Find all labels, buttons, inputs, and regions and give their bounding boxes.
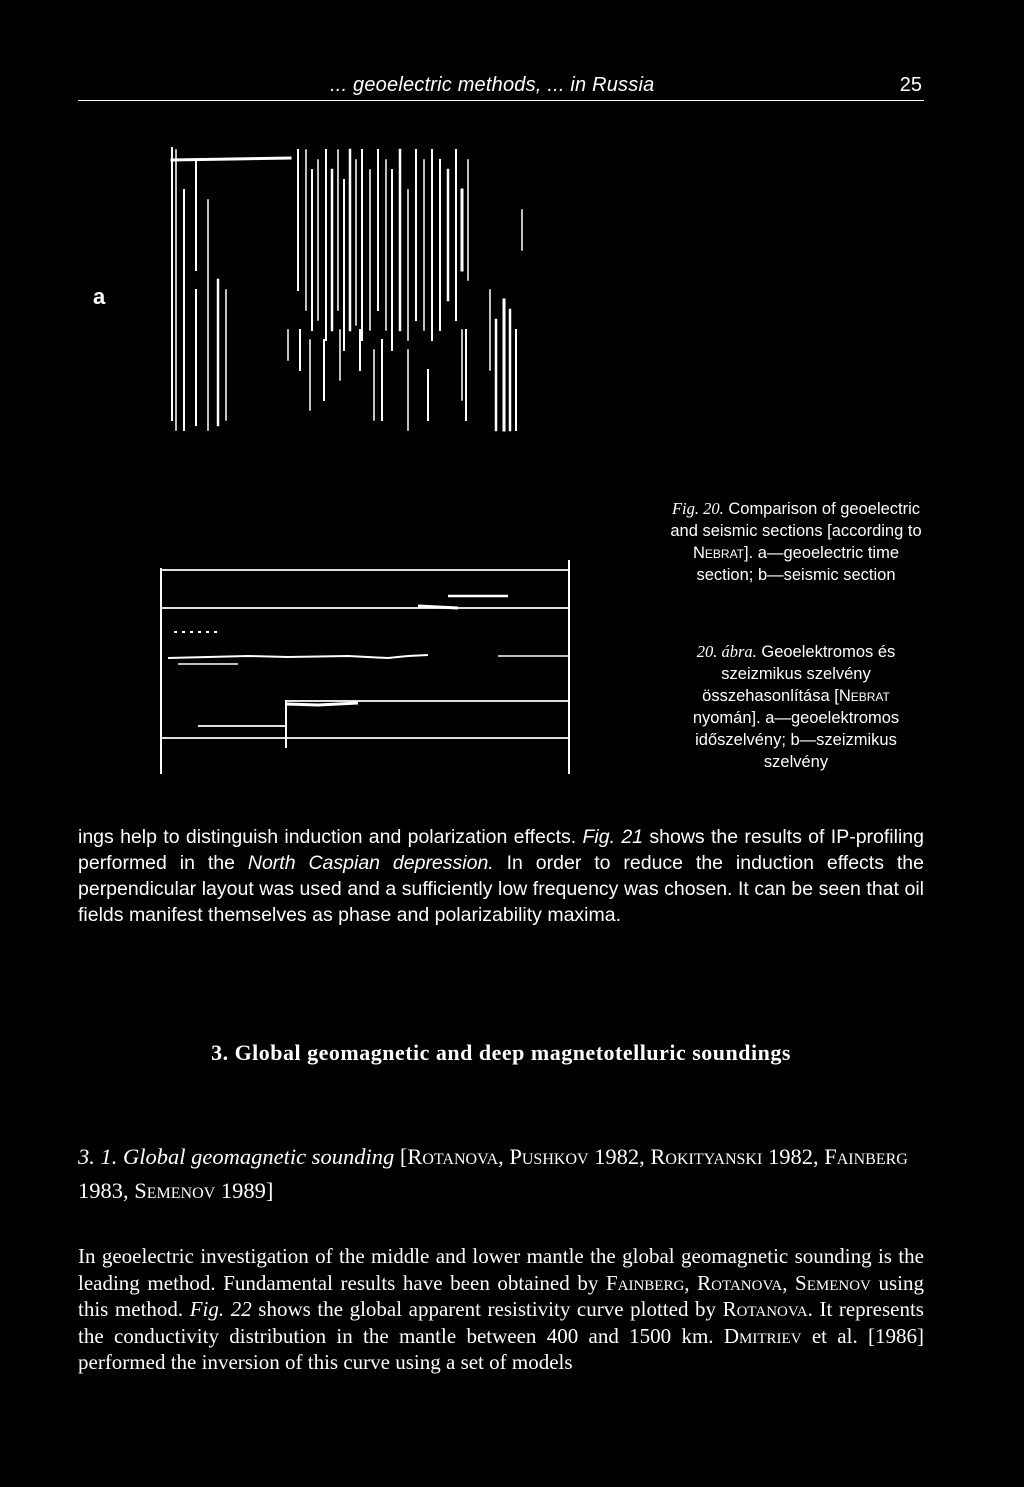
body-text: et al. [1986] performed the inversion of this curve using a set of models [78, 1323, 925, 1374]
seismic-section [158, 560, 574, 776]
caption-text: nyomán]. a—geoelektromos időszelvény; b—szeizmikus szelvény [692, 709, 900, 771]
reflector [418, 606, 458, 608]
subsection-title: Global geomagnetic sounding [117, 1144, 395, 1169]
caption-author: Nebrat [692, 544, 745, 562]
caption-text: Comparison of geoelectric and seismic sections [according to [670, 500, 922, 540]
page-number: 25 [899, 74, 922, 96]
body-text: shows the results of IP-profiling performed in the [78, 826, 924, 874]
running-title: ... geoelectric methods, ... in Russia [330, 74, 655, 96]
body-text: In order to reduce the induction effects the perpendicular layout was used and a sufficiently low frequency was chosen. It can be seen that oil fields manifest themselves as phase and polarizability maxima. [78, 852, 924, 926]
panel-label-a: a [93, 284, 106, 309]
body-text: , [684, 1270, 698, 1295]
figure-caption-en [666, 498, 926, 586]
author-name: Rotanova [697, 1270, 783, 1295]
caption-fig-ref: Fig. 20. [671, 499, 724, 518]
top-trace [172, 158, 290, 160]
reflector [286, 703, 358, 705]
caption-author: Nebrat [838, 687, 890, 705]
subsection-heading [78, 1140, 924, 1208]
body-text: In geoelectric investigation of the middle and lower mantle the global geomagnetic sounding is the leading method. Fundamental results have been obtained by [78, 1244, 924, 1295]
caption-fig-ref: 20. ábra. [696, 642, 757, 661]
figure-caption-hu [666, 641, 926, 773]
running-header [78, 70, 924, 101]
body-text: . It represents the conductivity distribution in the mantle between 400 and 1500 km. [78, 1297, 924, 1348]
body-paragraph [78, 1243, 924, 1376]
geoelectric-time-section [160, 130, 540, 440]
author-name: Dmitriev [723, 1323, 802, 1348]
body-text: ings help to distinguish induction and polarization effects. [78, 826, 583, 848]
body-paragraph [78, 824, 924, 928]
caption-text: Geoelektromos és szeizmikus szelvény összehasonlítása [ [702, 643, 896, 705]
body-text: , [782, 1270, 796, 1295]
author-name: Fainberg [605, 1270, 685, 1295]
author-name: Semenov [795, 1270, 871, 1295]
figure-reference: Fig. 21 [582, 826, 644, 848]
reflector [168, 655, 428, 658]
subsection-number: 3. 1. [78, 1144, 118, 1169]
section-heading: 3. Global geomagnetic and deep magnetotelluric soundings [211, 1040, 791, 1065]
author-name: Rotanova [722, 1297, 808, 1321]
caption-text: ]. a—geoelectric time section; b—seismic section [696, 544, 900, 584]
subsection-references: [Rotanova, Pushkov 1982, Rokityanski 1982, Fainberg 1983, Semenov 1989] [78, 1144, 908, 1203]
body-text: using this method. [78, 1270, 924, 1321]
body-text: shows the global apparent resistivity curve plotted by [251, 1297, 723, 1321]
figure-reference: Fig. 22 [189, 1297, 252, 1321]
place-name: North Caspian depression. [247, 852, 494, 874]
